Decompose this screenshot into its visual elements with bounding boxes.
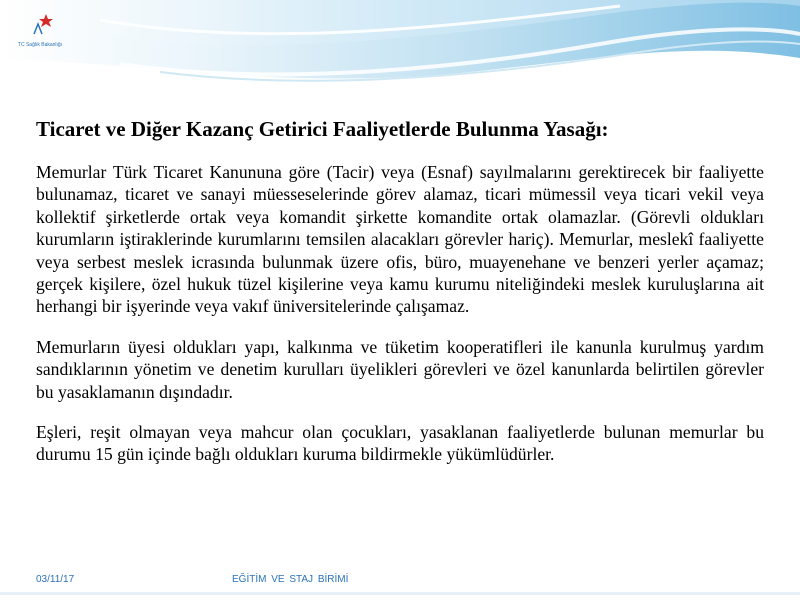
ministry-logo: [8, 4, 70, 74]
footer-date: 03/11/17: [36, 574, 75, 585]
slide-content: [36, 117, 764, 466]
paragraph-2: Memurların üyesi oldukları yapı, kalkınma ve tüketim kooperatifleri ile kanunla kurulmuş yardım sandıklarının yönetim ve denetim kurulları üyelikleri görevleri ve özel kanunlarda belirtilen görevler bu yasaklamanın dışındadır.: [36, 336, 764, 402]
logo-caption: TC Sağlık Bakanlığı: [17, 42, 63, 48]
footer-divider: [0, 592, 800, 595]
crescent-star-icon: [8, 4, 70, 46]
footer-unit-name: EĞİTİM VE STAJ BİRİMİ: [232, 574, 349, 585]
header-banner: [0, 0, 800, 110]
wave-decoration: [0, 0, 800, 110]
slide-title: Ticaret ve Diğer Kazanç Getirici Faaliyetlerde Bulunma Yasağı:: [36, 117, 609, 141]
paragraph-1: Memurlar Türk Ticaret Kanununa göre (Tacir) veya (Esnaf) sayılmalarını gerektirecek bir faaliyette bulunamaz, ticaret ve sanayi müesseselerinde görev alamaz, ticari mümessil veya ticari vekil veya kollektif şirketlerde ortak veya komandit şirkette komandite ortak olamazlar. (Görevli oldukları kurumların iştiraklerinde kurumlarını temsilen alacakları görevler hariç). Memurlar, meslekî faaliyette veya serbest meslek icrasında bulunmak üzere ofis, büro, muayenehane ve benzeri yerler açamaz; gerçek kişilere, özel hukuk tüzel kişilerine veya kamu kurumu niteliğindeki meslek kuruluşlarına ait herhangi bir işyerinde veya vakıf üniversitelerinde çalışamaz.: [36, 162, 764, 317]
paragraph-3: Eşleri, reşit olmayan veya mahcur olan çocukları, yasaklanan faaliyetlerde bulunan memurlar bu durumu 15 gün içinde bağlı oldukları kuruma bildirmekle yükümlüdürler.: [36, 422, 764, 465]
